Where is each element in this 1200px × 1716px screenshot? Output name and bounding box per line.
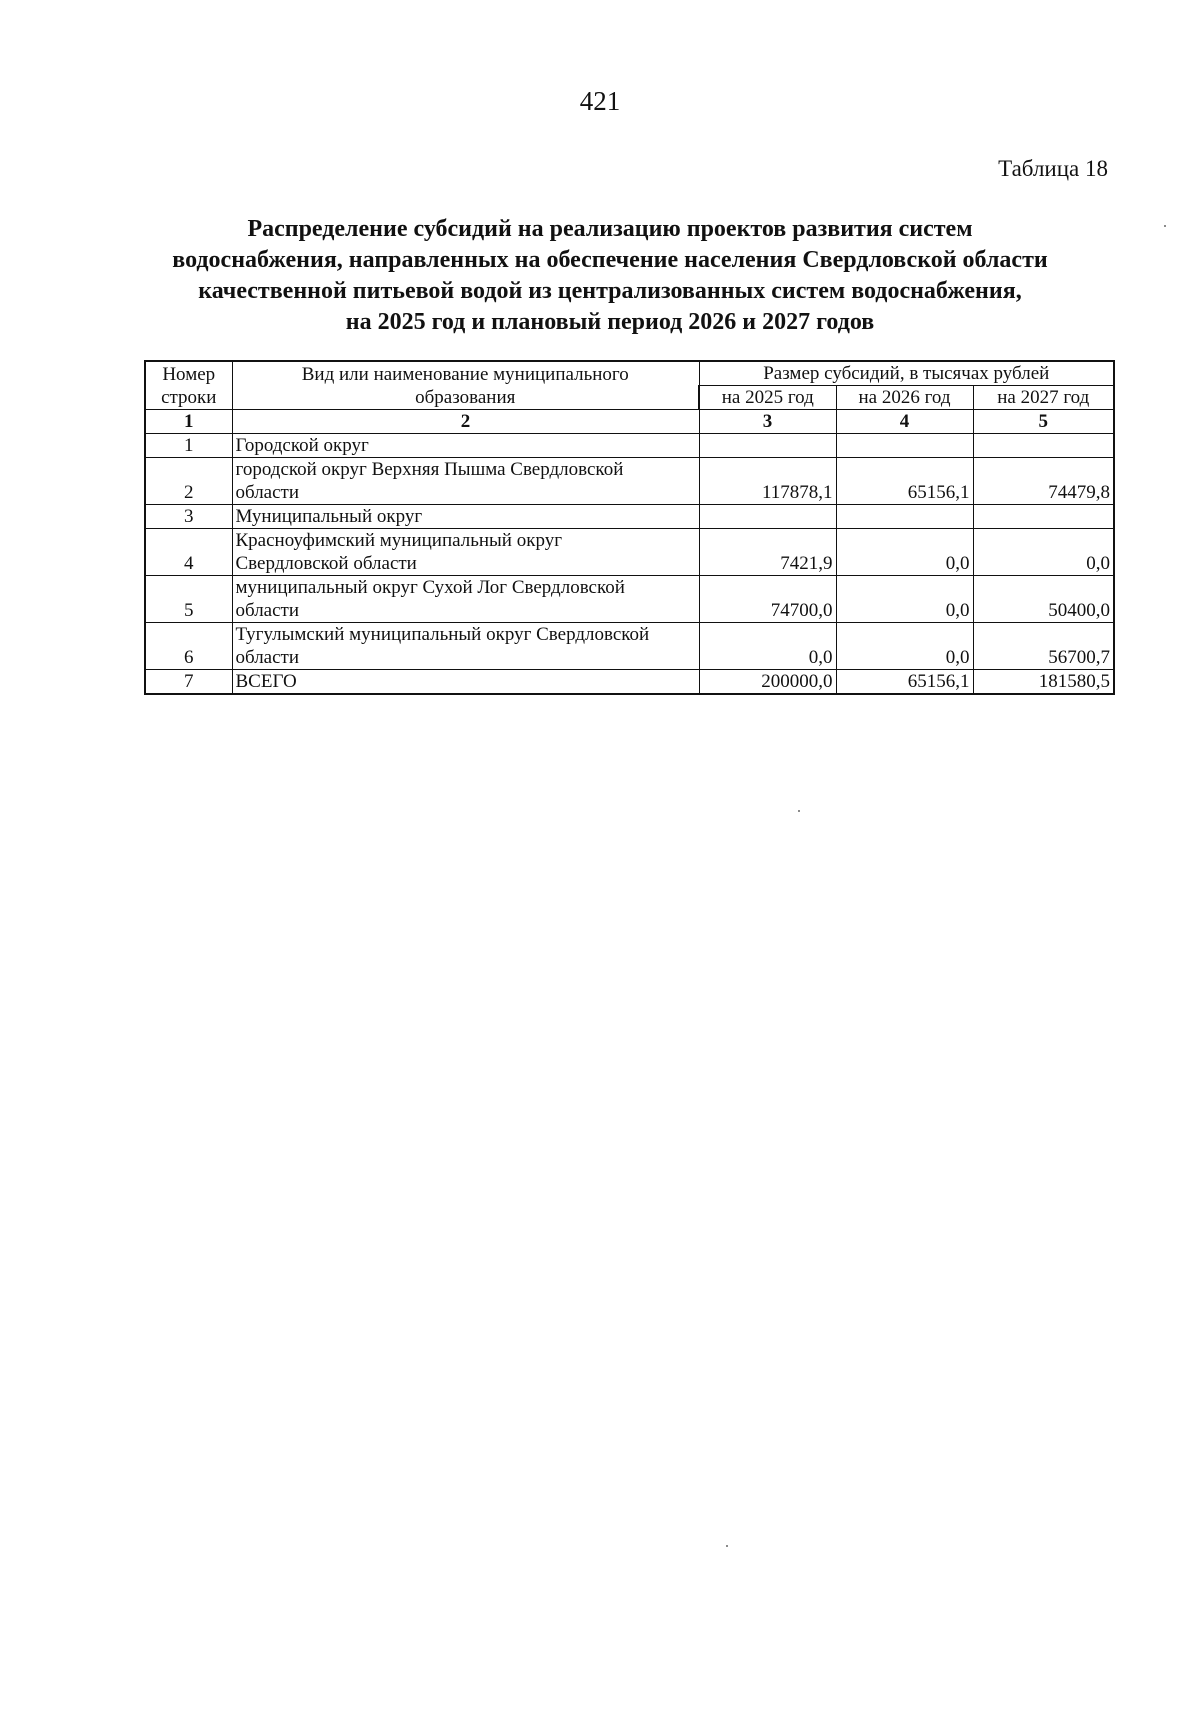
name-line: Красноуфимский муниципальный округ bbox=[235, 530, 562, 551]
table-label: Таблица 18 bbox=[998, 156, 1108, 181]
value-2027: 56700,7 bbox=[973, 623, 1114, 670]
column-number: 4 bbox=[836, 410, 973, 434]
total-2026: 65156,1 bbox=[836, 670, 973, 695]
title-line: на 2025 год и плановый период 2026 и 2027 годов bbox=[345, 309, 875, 335]
total-label: ВСЕГО bbox=[232, 670, 699, 695]
title-line: водоснабжения, направленных на обеспечение населения Свердловской области bbox=[172, 247, 1048, 273]
header-text: образования bbox=[415, 387, 516, 408]
title-line: качественной питьевой водой из централизованных систем водоснабжения, bbox=[198, 278, 1022, 304]
name-line: городской округ Верхняя Пышма Свердловской bbox=[235, 459, 624, 480]
header-row-number bbox=[145, 361, 232, 410]
header-year-2027: на 2027 год bbox=[973, 386, 1114, 410]
header-text: Вид или наименование муниципального bbox=[301, 364, 629, 385]
header-text: строки bbox=[161, 387, 217, 408]
table-row bbox=[145, 623, 1114, 670]
column-number: 2 bbox=[232, 410, 699, 434]
column-number: 5 bbox=[973, 410, 1114, 434]
municipality-name bbox=[232, 529, 699, 576]
header-subsidy-amount: Размер субсидий, в тысячах рублей bbox=[699, 361, 1114, 386]
title-line: Распределение субсидий на реализацию проектов развития систем bbox=[247, 216, 973, 242]
scan-speck bbox=[798, 810, 800, 812]
table-row bbox=[145, 576, 1114, 623]
table-row bbox=[145, 458, 1114, 505]
header-text: Номер bbox=[162, 364, 216, 385]
name-line: области bbox=[235, 482, 300, 503]
row-number: 1 bbox=[145, 434, 232, 458]
column-number: 3 bbox=[699, 410, 836, 434]
name-line: Свердловской области bbox=[235, 553, 417, 574]
scan-speck bbox=[1164, 225, 1166, 227]
value-2026 bbox=[836, 434, 973, 458]
name-line: Тугулымский муниципальный округ Свердловской bbox=[235, 624, 650, 645]
total-2025: 200000,0 bbox=[699, 670, 836, 695]
value-2026: 0,0 bbox=[836, 529, 973, 576]
header-row bbox=[145, 361, 1114, 386]
value-2025: 74700,0 bbox=[699, 576, 836, 623]
row-number: 4 bbox=[145, 529, 232, 576]
total-row bbox=[145, 670, 1114, 695]
column-number: 1 bbox=[145, 410, 232, 434]
municipality-name bbox=[232, 576, 699, 623]
row-number: 5 bbox=[145, 576, 232, 623]
row-number: 6 bbox=[145, 623, 232, 670]
value-2025 bbox=[699, 505, 836, 529]
name-line: области bbox=[235, 647, 300, 668]
table-row bbox=[145, 434, 1114, 458]
name-line: области bbox=[235, 600, 300, 621]
value-2026: 65156,1 bbox=[836, 458, 973, 505]
value-2025: 0,0 bbox=[699, 623, 836, 670]
value-2026: 0,0 bbox=[836, 623, 973, 670]
header-year-2026: на 2026 год bbox=[836, 386, 973, 410]
row-number: 3 bbox=[145, 505, 232, 529]
scan-speck bbox=[726, 1545, 728, 1547]
name-line: муниципальный округ Сухой Лог Свердловской bbox=[235, 577, 625, 598]
municipality-group: Муниципальный округ bbox=[232, 505, 699, 529]
municipality-name bbox=[232, 623, 699, 670]
value-2025: 117878,1 bbox=[699, 458, 836, 505]
table-row bbox=[145, 529, 1114, 576]
table-row bbox=[145, 505, 1114, 529]
total-2027: 181580,5 bbox=[973, 670, 1114, 695]
subsidy-table bbox=[144, 360, 1115, 695]
value-2025: 7421,9 bbox=[699, 529, 836, 576]
value-2026: 0,0 bbox=[836, 576, 973, 623]
value-2027: 50400,0 bbox=[973, 576, 1114, 623]
value-2026 bbox=[836, 505, 973, 529]
value-2027: 0,0 bbox=[973, 529, 1114, 576]
row-number: 7 bbox=[145, 670, 232, 695]
value-2027 bbox=[973, 434, 1114, 458]
column-number-row bbox=[145, 410, 1114, 434]
value-2027 bbox=[973, 505, 1114, 529]
value-2025 bbox=[699, 434, 836, 458]
document-title bbox=[150, 214, 1070, 338]
header-municipality bbox=[232, 361, 699, 410]
page-number: 421 bbox=[579, 86, 621, 116]
header-year-2025: на 2025 год bbox=[699, 386, 836, 410]
value-2027: 74479,8 bbox=[973, 458, 1114, 505]
row-number: 2 bbox=[145, 458, 232, 505]
municipality-name bbox=[232, 458, 699, 505]
municipality-group: Городской округ bbox=[232, 434, 699, 458]
